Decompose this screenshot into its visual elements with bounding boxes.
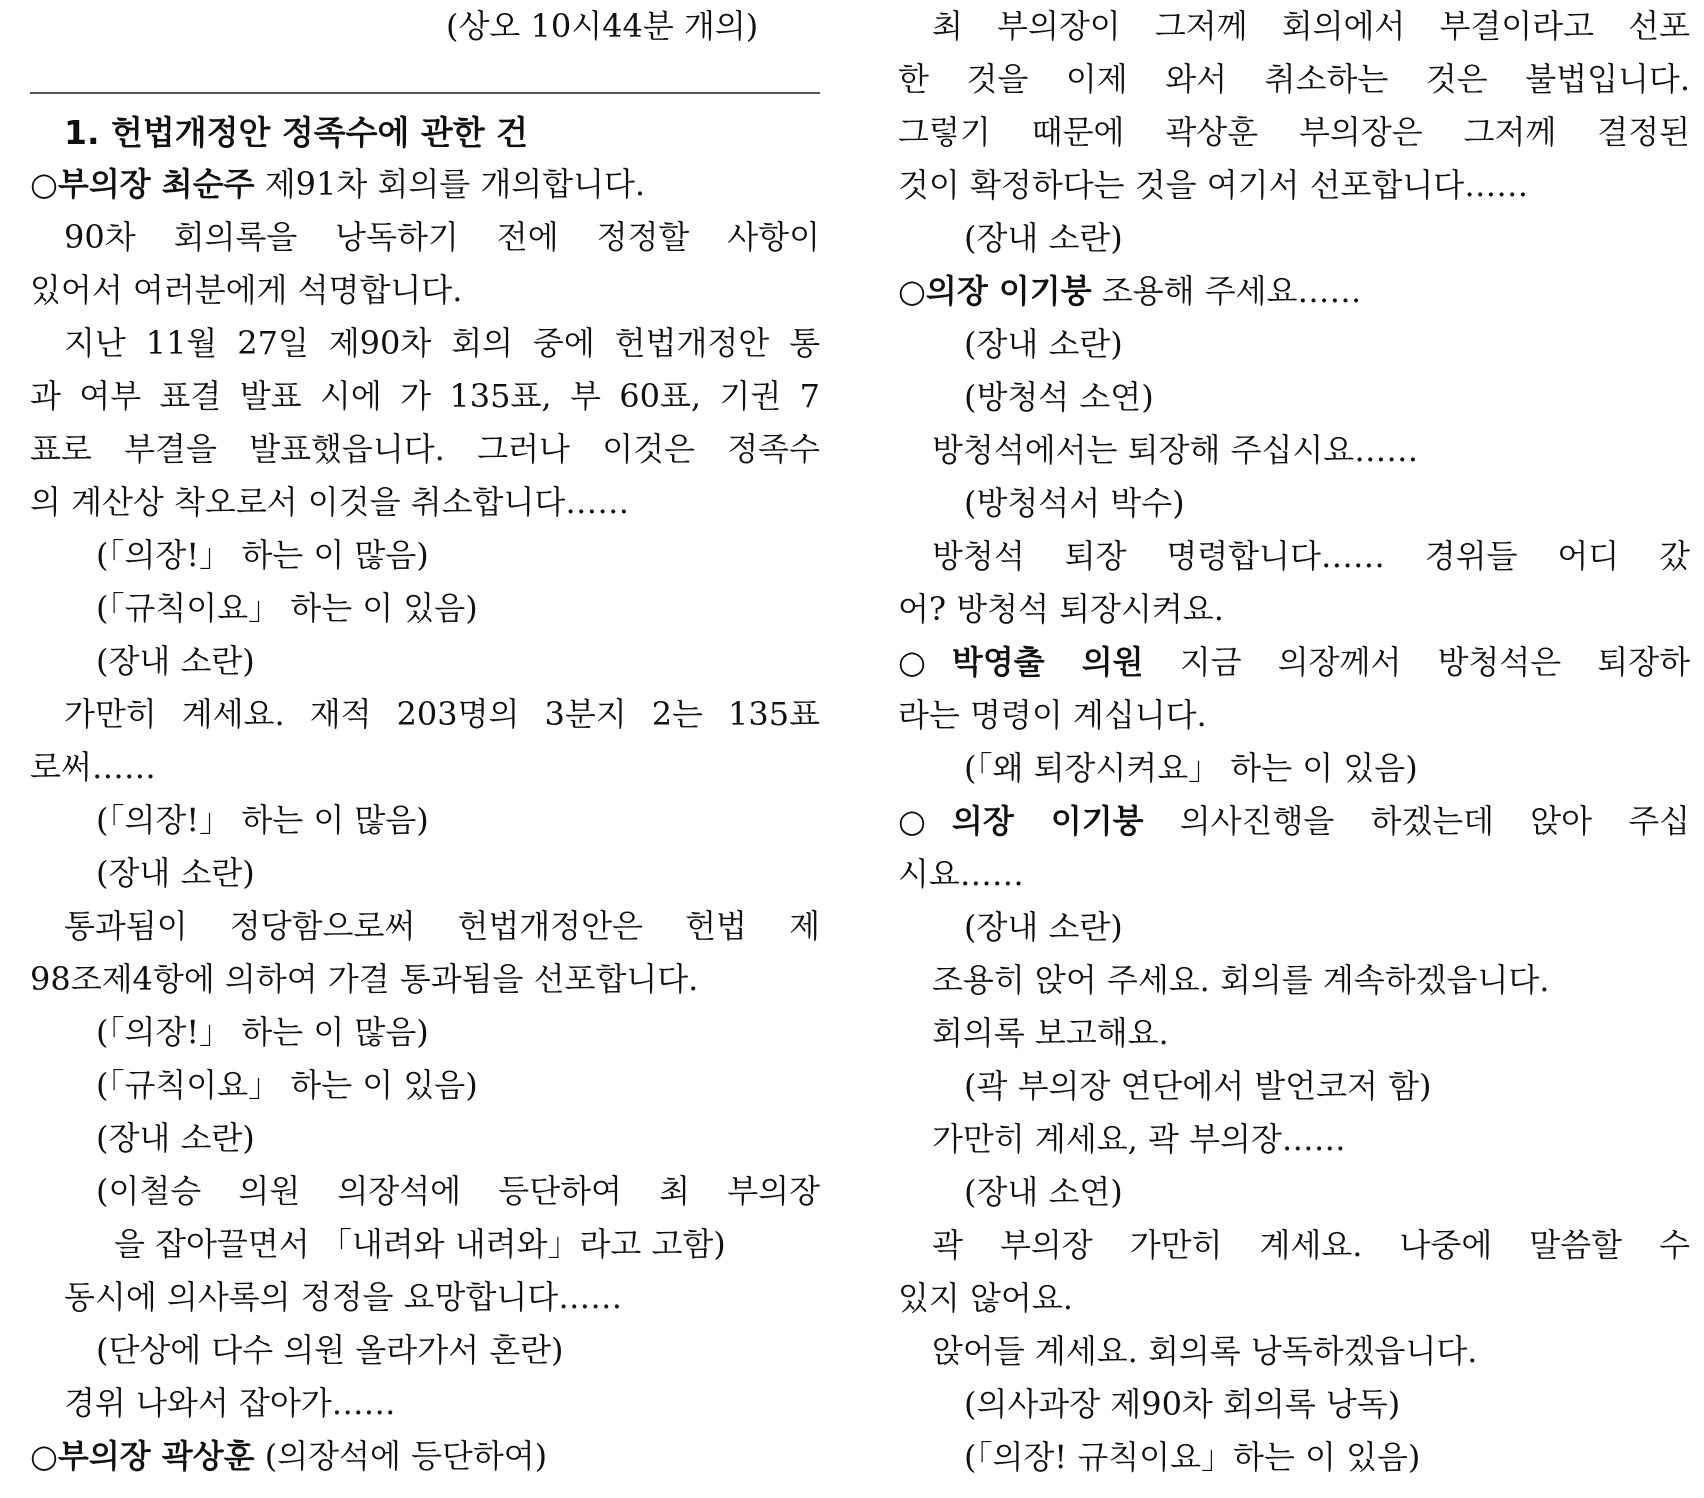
speech-text: 의사진행을 하겠는데 앉아 주십 [1143, 802, 1691, 840]
speaker-name: 부의장 곽상훈 [57, 1437, 255, 1475]
stage-direction: (방청석서 박수) [964, 484, 1185, 522]
speech-line: 98조제4항에 의하여 가결 통과됨을 선포합니다. [30, 960, 699, 998]
speech-line: 방청석에서는 퇴장해 주십시요…… [932, 431, 1419, 469]
stage-direction: (장내 소란) [964, 219, 1123, 257]
opening-note: (상오 10시44분 개의) [446, 7, 759, 45]
speech-line: 것이 확정하다는 것을 여기서 선포합니다…… [898, 166, 1529, 204]
speech-line: 앉어들 계세요. 회의록 낭독하겠읍니다. [932, 1332, 1478, 1370]
speaker-name: 의장 이기붕 [925, 272, 1092, 310]
speech-line: 동시에 의사록의 정정을 요망합니다…… [64, 1278, 623, 1316]
speech-line: 한 것을 이제 와서 취소하는 것은 불법입니다. [898, 60, 1690, 98]
stage-direction: (이철승 의원 의장석에 등단하여 최 부의장 [96, 1172, 820, 1210]
section-divider [30, 92, 820, 94]
section-heading: 1. 헌법개정안 정족수에 관한 건 [64, 113, 528, 152]
speech-line: 90차 회의록을 낭독하기 전에 정정할 사항이 [64, 218, 820, 256]
speech-line [898, 795, 1690, 848]
speech-line: 방청석 퇴장 명령합니다…… 경위들 어디 갔 [932, 537, 1690, 575]
speech-line: 있지 않어요. [898, 1279, 1073, 1317]
speech-line: 있어서 여러분에게 석명합니다. [30, 271, 463, 309]
stage-direction: (의사과장 제90차 회의록 낭독) [964, 1385, 1401, 1423]
speech-line: 시요…… [898, 855, 1024, 893]
speech-line: 조용히 앉어 주세요. 회의를 계속하겠읍니다. [932, 961, 1550, 999]
speaker-marker: ○ [898, 272, 926, 310]
speech-line: 어? 방청석 퇴장시켜요. [898, 590, 1224, 628]
speech-line: 최 부의장이 그저께 회의에서 부결이라고 선포 [932, 7, 1690, 45]
stage-direction: (장내 소란) [96, 854, 255, 892]
stage-direction: (장내 소란) [96, 642, 255, 680]
speech-line: 가만히 계세요. 재적 203명의 3분지 2는 135표 [64, 695, 820, 733]
speaker-marker: ○ [898, 643, 952, 681]
speech-text: 지금 의장께서 방청석은 퇴장하 [1143, 643, 1691, 681]
speaker-marker: ○ [30, 1437, 58, 1475]
speech-line [30, 1430, 820, 1483]
stage-direction: (「의장!」 하는 이 많음) [96, 1013, 429, 1051]
speech-text: 조용해 주세요…… [1091, 272, 1362, 310]
speech-line: 통과됨이 정당함으로써 헌법개정안은 헌법 제 [64, 907, 820, 945]
stage-direction: (방청석 소연) [964, 378, 1154, 416]
stage-direction: (장내 소란) [964, 325, 1123, 363]
stage-direction: (「규칙이요」 하는 이 있음) [96, 1066, 478, 1104]
stage-direction: (「의장!」 하는 이 많음) [96, 536, 429, 574]
stage-direction: 을 잡아끌면서 「내려와 내려와」라고 고함) [114, 1225, 726, 1263]
stage-direction: (「의장! 규칙이요」하는 이 있음) [964, 1438, 1421, 1476]
stage-direction: (곽 부의장 연단에서 발언코저 함) [964, 1067, 1432, 1105]
speech-line: 표로 부결을 발표했읍니다. 그러나 이것은 정족수 [30, 430, 820, 468]
speech-text: (의장석에 등단하여) [254, 1437, 548, 1475]
speech-line: 그렇기 때문에 곽상훈 부의장은 그저께 결정된 [898, 113, 1690, 151]
stage-direction: (장내 소란) [96, 1119, 255, 1157]
speaker-name: 부의장 최순주 [57, 165, 255, 203]
speech-text: 제91차 회의를 개의합니다. [254, 165, 646, 203]
speech-line: 의 계산상 착오로서 이것을 취소합니다…… [30, 483, 630, 521]
speaker-marker: ○ [30, 165, 58, 203]
speech-line: 회의록 보고해요. [932, 1014, 1169, 1052]
speech-line [30, 158, 820, 211]
speaker-name: 의장 이기붕 [951, 802, 1144, 840]
speech-line [898, 265, 1690, 318]
stage-direction: (장내 소란) [964, 908, 1123, 946]
speech-line: 로써…… [30, 748, 156, 786]
stage-direction: (「규칙이요」 하는 이 있음) [96, 589, 478, 627]
speech-line: 경위 나와서 잡아가…… [64, 1384, 396, 1422]
stage-direction: (「왜 퇴장시켜요」 하는 이 있음) [964, 749, 1418, 787]
speech-line [898, 636, 1690, 689]
speaker-marker: ○ [898, 802, 952, 840]
speaker-name: 박영출 의원 [951, 643, 1144, 681]
stage-direction: (장내 소연) [964, 1173, 1123, 1211]
speech-line: 가만히 계세요, 곽 부의장…… [932, 1120, 1346, 1158]
stage-direction: (「의장!」 하는 이 많음) [96, 801, 429, 839]
stage-direction: (단상에 다수 의원 올라가서 혼란) [96, 1331, 564, 1369]
speech-line: 곽 부의장 가만히 계세요. 나중에 말씀할 수 [932, 1226, 1690, 1264]
speech-line: 과 여부 표결 발표 시에 가 135표, 부 60표, 기권 7 [30, 377, 820, 415]
speech-line: 라는 명령이 계십니다. [898, 696, 1207, 734]
speech-line: 지난 11월 27일 제90차 회의 중에 헌법개정안 통 [64, 324, 820, 362]
